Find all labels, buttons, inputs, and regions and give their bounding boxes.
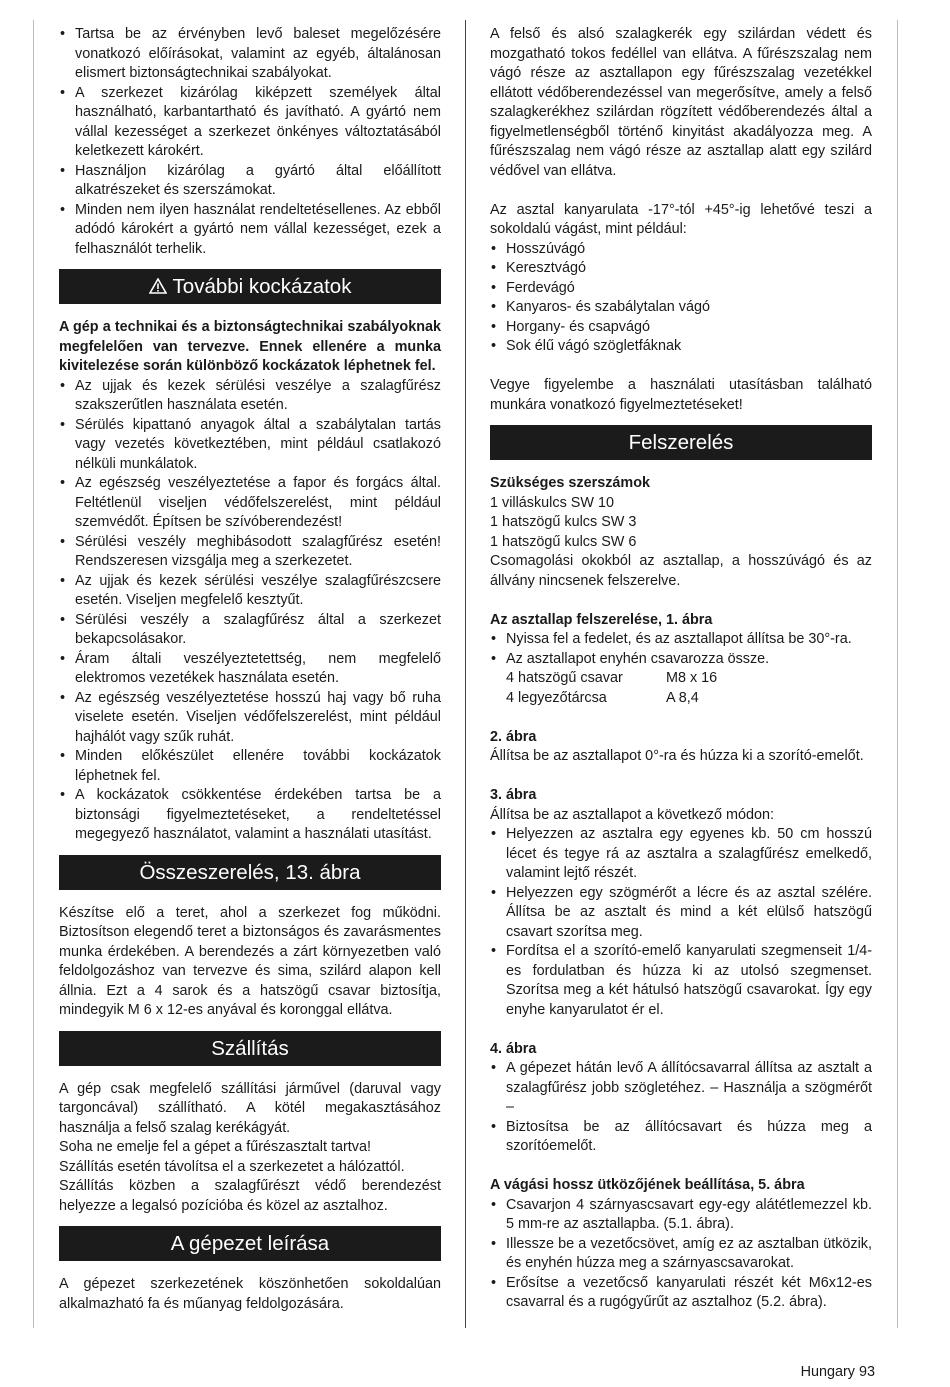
transport-line: Soha ne emelje fel a gépet a fűrészasztalt tartva! xyxy=(59,1139,371,1155)
angle-text: Az asztal kanyarulata -17°-tól +45°-ig lehetővé teszi a sokoldalú vágást, mint például: xyxy=(490,201,872,237)
part-spec: A 8,4 xyxy=(666,689,699,706)
list-item: • Csavarjon 4 szárnyascsavart egy-egy alátétlemezzel kb. 5 mm-re az asztallapba. (5.1. ábra). xyxy=(490,1196,872,1235)
page-footer: Hungary 93 xyxy=(800,1364,875,1380)
heading-text: Összeszerelés, 13. ábra xyxy=(139,860,361,884)
list-item: • Erősítse a vezetőcső kanyarulati részét két M6x12-es csavarral és a rugógyűrűt az asztalhoz (5.2. ábra). xyxy=(490,1274,872,1313)
list-item: • A kockázatok csökkentése érdekében tartsa be a biztonsági figyelmeztetéseket, a rendeltetéssel megegyező használatot, valamint a használati utasítást. xyxy=(59,786,441,845)
list-item: • Illessze be a vezetőcsövet, amíg ez az asztalban ütközik, és enyhén húzza meg a szárnyascsavarokat. xyxy=(490,1235,872,1274)
list-item: • Használjon kizárólag a gyártó által előállított alkatrészeket és szerszámokat. xyxy=(59,162,441,201)
list-item: • Tartsa be az érvényben levő baleset megelőzésére vonatkozó előírásokat, valamint az egyéb, általánosan elismert biztonságtechnikai szabályokat. xyxy=(59,25,441,84)
fig3-bullets xyxy=(490,825,872,1020)
intro-bullet-list xyxy=(59,25,441,259)
warning-note: Vegye figyelembe a használati utasításban található munkára vonatkozó figyelmeztetéseket! xyxy=(490,377,872,413)
fig2-title: 2. ábra xyxy=(490,728,537,745)
fig2-text: Állítsa be az asztallapot 0°-ra és húzza ki a szorító-emelőt. xyxy=(490,748,864,764)
tool-item: 1 hatszögű kulcs SW 6 xyxy=(490,533,637,550)
list-item: • Hosszúvágó xyxy=(490,240,872,260)
list-item: • Minden előkészület ellenére további kockázatok léphetnek fel. xyxy=(59,747,441,786)
list-item: • A szerkezet kizárólag kiképzett személyek által használható, karbantartható és javítható. A gyártó nem vállal kezességet a szerkezet önkényes változtatásából keletkezett károkért. xyxy=(59,84,441,162)
parts-row xyxy=(490,689,872,709)
part-name: 4 legyezőtárcsa xyxy=(506,689,607,706)
list-item: • Ferdevágó xyxy=(490,279,872,299)
list-item: • Minden nem ilyen használat rendeltetésellenes. Az ebből adódó károkért a gyártó nem vállal kezességet, ezek a felhasználót terhelik. xyxy=(59,201,441,260)
list-item: • Biztosítsa be az állítócsavart és húzza meg a szorítóemelőt. xyxy=(490,1118,872,1157)
parts-row xyxy=(490,669,872,689)
transport-line: Szállítás közben a szalagfűrészt védő berendezést helyezze a legalsó pozícióba és közel az asztalhoz. xyxy=(59,1178,441,1214)
list-item: • Keresztvágó xyxy=(490,259,872,279)
fig4-title: 4. ábra xyxy=(490,1040,537,1057)
list-item: • Sérülési veszély meghibásodott szalagfűrész esetén! Rendszeresen vizsgálja meg a szerkezetet. xyxy=(59,533,441,572)
list-item: • Sérülési veszély a szalagfűrész által a szerkezet bekapcsolásakor. xyxy=(59,611,441,650)
packaging-note: Csomagolási okokból az asztallap, a hosszúvágó és az állvány nincsenek felszerelve. xyxy=(490,553,872,589)
list-item: • Helyezzen az asztalra egy egyenes kb. 50 cm hosszú lécet és tegye rá az asztalra a szalagfűrész emelkedő, valamint lejtő részét. xyxy=(490,825,872,884)
list-item: • Az asztallapot enyhén csavarozza össze. xyxy=(490,650,872,670)
section-heading-description xyxy=(59,1226,441,1261)
heading-text: Felszerelés xyxy=(628,431,734,454)
heading-text: További kockázatok xyxy=(172,275,352,298)
list-item: • Helyezzen egy szögmérőt a lécre és az asztal szélére. Állítsa be az asztalt és mind a két elülső hatszögű csavart szorítsa meg. xyxy=(490,884,872,943)
description-continued: A felső és alsó szalagkerék egy szilárdan védett és mozgatható tokos fedéllel van ellátva. A fűrészszalag nem vágó része az asztallapon egy fűrészszalag vezetékkel ellátott védőberendezéssel van megerősítve, amely a felső szalagkerékhez szilárdan rögzített védőberendezés által a figyelmetlenségből történő kinyitást akadályozza meg. A fűrészszalag nem vágó része az asztallap alatt egy szilárd védővel van ellátva. xyxy=(490,26,872,179)
section-heading-setup xyxy=(490,425,872,460)
list-item: • Az ujjak és kezek sérülési veszélye a szalagfűrész szakszerűtlen használata esetén. xyxy=(59,377,441,416)
fig3-intro: Állítsa be az asztallapot a következő módon: xyxy=(490,806,774,823)
list-item: • Az egészség veszélyeztetése a fapor és forgács által. Feltétlenül viseljen védőfelszerelést, mint például szemvédőt. Építsen be szívóberendezést! xyxy=(59,474,441,533)
list-item: • A gépezet hátán levő A állítócsavarral állítsa az asztalt a szalagfűrész jobb szögletéhez. – Használja a szögmérőt – xyxy=(490,1059,872,1118)
fig5-bullets xyxy=(490,1196,872,1313)
left-margin-rule xyxy=(33,20,34,1328)
list-item: • Áram általi veszélyeztetettség, nem megfelelő elektromos vezetékek használata esetén. xyxy=(59,650,441,689)
left-column xyxy=(59,25,441,1314)
list-item: • Sok élű vágó szögletfáknak xyxy=(490,337,872,357)
list-item: • Fordítsa el a szorító-emelő kanyarulati szegmenseit 1/4-es fordulatban és húzza ki az utolsó szegmenset. Szorítsa meg a két hátulsó hatszögű csavarokat. Így egy enyhe kanyarulatot ér el. xyxy=(490,942,872,1020)
heading-text: Szállítás xyxy=(211,1036,289,1060)
cut-types-list xyxy=(490,240,872,357)
fig4-bullets xyxy=(490,1059,872,1157)
warning-triangle-icon xyxy=(149,270,167,305)
assembly-text: Készítse elő a teret, ahol a szerkezet fog működni. Biztosítson elegendő teret a biztonságos és zavarásmentes munka érdekében. A berendezés a zárt környezetben való feldolgozáshoz van tervezve és sima, szilárd alapon kell állnia. Ezt a 4 sarok és a hatszögű csavar biztosítja, mindegyik M 6 x 12-es anyával és koronggal ellátva. xyxy=(59,904,441,1018)
list-item: • Kanyaros- és szabálytalan vágó xyxy=(490,298,872,318)
tools-title: Szükséges szerszámok xyxy=(490,475,650,491)
right-column xyxy=(490,25,872,1313)
right-margin-rule xyxy=(897,20,898,1328)
list-item: • Az egészség veszélyeztetése hosszú haj vagy bő ruha viselete esetén. Viseljen védőfelszerelést, mint például hajhálót vagy szűk ruhát. xyxy=(59,689,441,748)
risks-intro: A gép a technikai és a biztonságtechnikai szabályoknak megfelelően van tervezve. Ennek ellenére a munka kivitelezése során különböző kockázatok léphetnek fel. xyxy=(59,319,441,374)
fig1-bullets xyxy=(490,630,872,669)
section-heading-transport xyxy=(59,1031,441,1066)
risks-bullet-list xyxy=(59,377,441,845)
list-item: • Nyissa fel a fedelet, és az asztallapot állítsa be 30°-ra. xyxy=(490,630,872,650)
list-item: • Az ujjak és kezek sérülési veszélye szalagfűrészcsere esetén. Viseljen megfelelő kesztyűt. xyxy=(59,572,441,611)
tool-item: 1 villáskulcs SW 10 xyxy=(490,494,614,511)
fig3-title: 3. ábra xyxy=(490,787,537,803)
part-spec: M8 x 16 xyxy=(666,670,718,686)
list-item: • Sérülés kipattanó anyagok által a szabálytalan tartás vagy vezetés következtében, mint például csatlakozó nélküli munkálatok. xyxy=(59,416,441,475)
section-heading-assembly xyxy=(59,855,441,890)
heading-text: A gépezet leírása xyxy=(170,1232,330,1255)
tool-item: 1 hatszögű kulcs SW 3 xyxy=(490,514,637,530)
list-item: • Horgany- és csapvágó xyxy=(490,318,872,338)
part-name: 4 hatszögű csavar xyxy=(506,670,623,686)
fig1-title: Az asztallap felszerelése, 1. ábra xyxy=(490,611,713,628)
section-heading-risks xyxy=(59,269,441,304)
column-divider xyxy=(465,20,466,1328)
fig5-title: A vágási hossz ütközőjének beállítása, 5. ábra xyxy=(490,1177,805,1193)
description-text: A gépezet szerkezetének köszönhetően sokoldalúan alkalmazható fa és műanyag feldolgozására. xyxy=(59,1276,441,1312)
transport-line: A gép csak megfelelő szállítási járművel (daruval vagy targoncával) szállítható. A kötél megakasztásához használja a felső szalag kerékágyát. xyxy=(59,1080,441,1136)
transport-line: Szállítás esetén távolítsa el a szerkezetet a hálózattól. xyxy=(59,1158,405,1175)
